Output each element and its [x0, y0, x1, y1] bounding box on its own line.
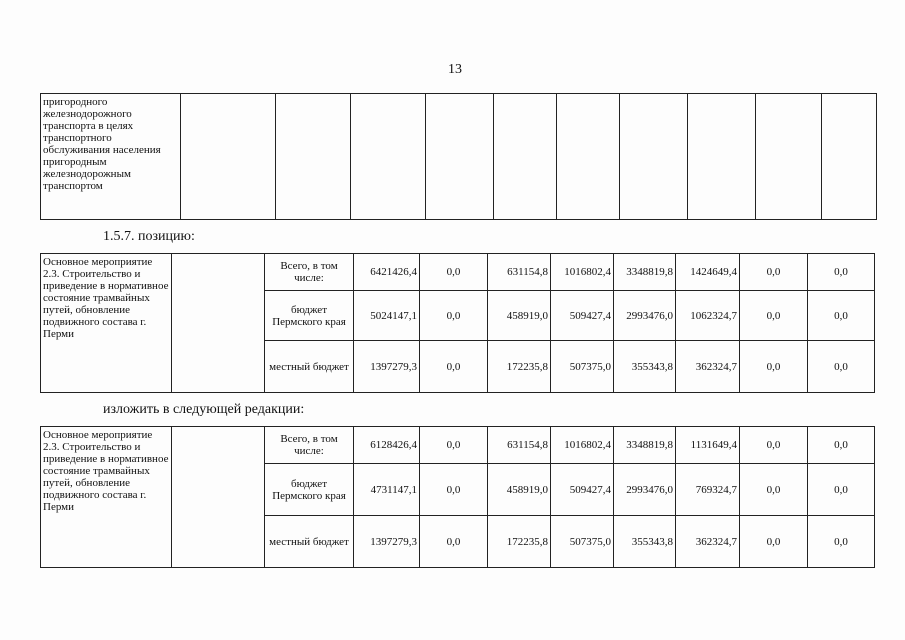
value-cell: 0,0 [808, 427, 875, 464]
value-cell: 0,0 [420, 516, 488, 568]
source-cell: Всего, в том числе: [265, 254, 354, 291]
value-cell: 1397279,3 [354, 341, 420, 393]
caption-position: 1.5.7. позицию: [103, 229, 195, 244]
value-cell: 0,0 [740, 427, 808, 464]
value-cell: 6421426,4 [354, 254, 420, 291]
value-cell: 1131649,4 [676, 427, 740, 464]
value-cell: 172235,8 [488, 516, 551, 568]
value-cell: 507375,0 [551, 341, 614, 393]
value-cell: 362324,7 [676, 341, 740, 393]
value-cell: 0,0 [808, 341, 875, 393]
source-cell: Всего, в том числе: [265, 427, 354, 464]
value-cell: 1397279,3 [354, 516, 420, 568]
value-cell: 0,0 [808, 291, 875, 341]
value-cell: 172235,8 [488, 341, 551, 393]
value-cell: 509427,4 [551, 464, 614, 516]
value-cell: 2993476,0 [614, 464, 676, 516]
value-cell: 4731147,1 [354, 464, 420, 516]
value-cell: 458919,0 [488, 291, 551, 341]
value-cell: 507375,0 [551, 516, 614, 568]
value-cell: 0,0 [420, 254, 488, 291]
page-number: 13 [448, 62, 462, 77]
value-cell: 631154,8 [488, 427, 551, 464]
value-cell: 0,0 [740, 254, 808, 291]
value-cell: 1016802,4 [551, 254, 614, 291]
value-cell: 355343,8 [614, 516, 676, 568]
value-cell: 362324,7 [676, 516, 740, 568]
value-cell: 0,0 [420, 427, 488, 464]
source-cell: местный бюджет [265, 341, 354, 393]
value-cell: 0,0 [740, 291, 808, 341]
measure-name: Основное мероприятие 2.3. Строительство и приведение в нормативное состояние трамвайных путей, обновление подвижного состава г. Перми [41, 254, 172, 393]
table-row [41, 254, 875, 291]
top-fragment-table [40, 93, 877, 220]
value-cell: 0,0 [808, 516, 875, 568]
old-version-table [40, 253, 875, 393]
value-cell: 0,0 [420, 464, 488, 516]
value-cell: 0,0 [808, 254, 875, 291]
value-cell: 355343,8 [614, 341, 676, 393]
value-cell: 6128426,4 [354, 427, 420, 464]
value-cell: 0,0 [740, 516, 808, 568]
value-cell: 5024147,1 [354, 291, 420, 341]
source-cell: местный бюджет [265, 516, 354, 568]
value-cell: 1424649,4 [676, 254, 740, 291]
value-cell: 509427,4 [551, 291, 614, 341]
source-cell: бюджет Пермского края [265, 291, 354, 341]
caption-new-edition: изложить в следующей редакции: [103, 402, 305, 417]
value-cell: 0,0 [420, 341, 488, 393]
value-cell: 0,0 [740, 464, 808, 516]
value-cell: 0,0 [740, 341, 808, 393]
value-cell: 0,0 [808, 464, 875, 516]
value-cell: 2993476,0 [614, 291, 676, 341]
value-cell: 0,0 [420, 291, 488, 341]
value-cell: 3348819,8 [614, 254, 676, 291]
source-cell: бюджет Пермского края [265, 464, 354, 516]
value-cell: 631154,8 [488, 254, 551, 291]
measure-name: Основное мероприятие 2.3. Строительство и приведение в нормативное состояние трамвайных путей, обновление подвижного состава г. Перми [41, 427, 172, 568]
value-cell: 3348819,8 [614, 427, 676, 464]
top-fragment-label: пригородного железнодорожного транспорта в целях транспортного обслуживания населения пригородным железнодорожным транспортом [41, 94, 181, 220]
value-cell: 769324,7 [676, 464, 740, 516]
value-cell: 1016802,4 [551, 427, 614, 464]
value-cell: 458919,0 [488, 464, 551, 516]
table-row [41, 427, 875, 464]
new-version-table [40, 426, 875, 568]
value-cell: 1062324,7 [676, 291, 740, 341]
